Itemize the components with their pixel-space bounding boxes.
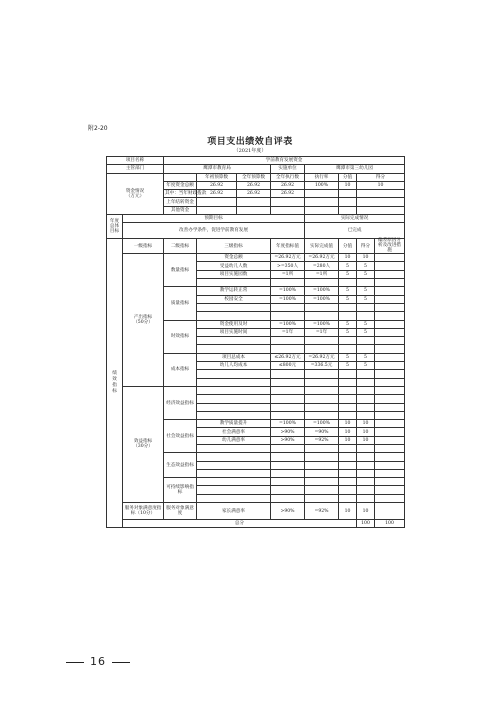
funds-col-header: 分值	[339, 173, 357, 181]
funds-cell	[339, 190, 357, 198]
indicator-points: 10	[339, 503, 357, 520]
indicator-points: 10	[339, 420, 357, 428]
indicator-row	[107, 503, 405, 520]
indicator-score: 10	[357, 503, 375, 520]
indicator-name: 教学质量提升	[197, 420, 271, 428]
indicator-points: 10	[339, 428, 357, 436]
total-points: 100	[357, 520, 375, 528]
indicator-name: 社会满意率	[197, 428, 271, 436]
col-header-score: 得分	[357, 239, 375, 254]
indicator-name: 项目实施时间	[197, 328, 271, 336]
actual-goals-header: 实际完成情况	[305, 215, 405, 223]
indicator-target: ≤26.92万元	[271, 353, 305, 361]
satisfaction-sub-label: 服务对象满意度	[164, 503, 197, 520]
indicator-target: >=350人	[271, 262, 305, 270]
col-header-actual: 实际完成值	[305, 239, 339, 254]
total-row	[107, 520, 405, 528]
funds-cell: 10	[339, 181, 357, 189]
indicator-score: 5	[357, 270, 375, 278]
funds-cell: 10	[357, 181, 405, 189]
indicator-target: =1年	[271, 328, 305, 336]
indicator-points: 5	[339, 295, 357, 303]
indicator-actual: =100%	[305, 320, 339, 328]
goals-row	[107, 223, 405, 239]
indicator-actual: =26.92万元	[305, 353, 339, 361]
indicator-actual: =100%	[305, 287, 339, 295]
indicator-points: 5	[339, 270, 357, 278]
indicator-name: 受益幼儿人数	[197, 262, 271, 270]
attachment-number: 附2-20	[88, 125, 108, 132]
indicator-score: 5	[357, 320, 375, 328]
indicator-score: 10	[357, 420, 375, 428]
annual-goals-label: 年度总体目标	[107, 215, 123, 239]
indicator-actual: =336.5元	[305, 362, 339, 370]
indicator-row	[107, 254, 405, 262]
indicator-name: 资金使用及时	[197, 320, 271, 328]
page-number: 16	[90, 655, 106, 668]
indicator-target: >90%	[271, 436, 305, 444]
expected-goals-header: 预期目标	[123, 215, 305, 223]
funds-cell: 26.92	[271, 190, 305, 198]
funds-cell	[357, 190, 405, 198]
indicator-name: 项目实施园数	[197, 270, 271, 278]
indicator-score: 5	[357, 262, 375, 270]
indicator-target: =100%	[271, 320, 305, 328]
indicator-score: 10	[357, 428, 375, 436]
department-row	[107, 165, 405, 173]
indicator-target: =1所	[271, 270, 305, 278]
indicator-actual: =1年	[305, 328, 339, 336]
department-value: 鹰潭市教育局	[164, 165, 271, 173]
funds-col-header: 得分	[357, 173, 405, 181]
funds-label: 资金情况 （万元）	[107, 173, 164, 214]
col-header-target: 年度指标值	[271, 239, 305, 254]
indicator-actual: =100%	[305, 295, 339, 303]
satisfaction-indicators-label: 服务对象满意度指标（10分）	[123, 503, 164, 520]
economic-indicators-label: 经济效益指标	[164, 386, 197, 419]
indicator-actual: =90%	[305, 428, 339, 436]
indicator-header-row	[107, 239, 405, 254]
indicator-name: 教学运转正常	[197, 287, 271, 295]
project-name-value: 学前教育发展资金	[164, 157, 405, 165]
project-name-label: 项目名称	[107, 157, 164, 165]
goals-header-row	[107, 215, 405, 223]
indicator-score: 10	[357, 436, 375, 444]
quantity-indicators-label: 数量指标	[164, 254, 197, 287]
total-label: 总分	[123, 520, 357, 528]
col-header-level2: 二级指标	[164, 239, 197, 254]
funds-row-label: 其中：当年财政拨款	[165, 191, 207, 197]
footer-dash-right	[112, 662, 130, 663]
col-header-level3: 三级指标	[197, 239, 271, 254]
indicator-name: 项目总成本	[197, 353, 271, 361]
social-indicators-label: 社会效益指标	[164, 420, 197, 453]
indicator-points: 5	[339, 353, 357, 361]
expected-goals-text: 改善办学条件，促进学前教育发展	[123, 223, 305, 239]
indicator-score: 5	[357, 295, 375, 303]
output-indicators-label: 产出指标 （50分）	[123, 254, 164, 387]
indicator-row-empty	[107, 386, 405, 394]
col-header-level1: 一级指标	[123, 239, 164, 254]
funds-cell: 26.92	[237, 181, 271, 189]
indicator-points: 10	[339, 254, 357, 262]
funds-row-label: 年度资金总额	[164, 181, 197, 189]
funds-cell: 26.92	[197, 181, 237, 189]
footer-dash-left	[66, 662, 84, 663]
indicator-target: =100%	[271, 420, 305, 428]
page-number-footer	[60, 655, 136, 668]
document-title: 项目支出绩效自评表	[207, 137, 293, 147]
performance-indicators-label: 绩效指标	[107, 239, 123, 528]
indicator-score: 5	[357, 328, 375, 336]
document-year: （2021年度）	[233, 148, 267, 154]
indicator-points: 5	[339, 287, 357, 295]
col-header-points: 分值	[339, 239, 357, 254]
indicator-name: 校园安全	[197, 295, 271, 303]
indicator-points: 5	[339, 328, 357, 336]
indicator-target: =26.92万元	[271, 254, 305, 262]
indicator-target: =100%	[271, 295, 305, 303]
total-score: 100	[375, 520, 405, 528]
self-evaluation-table	[106, 156, 405, 528]
indicator-points: 10	[339, 436, 357, 444]
funds-row-label: 上年结转资金	[164, 198, 197, 206]
actual-goals-text: 已完成	[305, 223, 405, 239]
indicator-target: =100%	[271, 287, 305, 295]
project-name-row	[107, 157, 405, 165]
effect-indicators-label: 效益指标 （30分）	[123, 386, 164, 502]
funds-cell	[305, 190, 339, 198]
indicator-actual: =92%	[305, 503, 339, 520]
implementer-value: 鹰潭市第三幼儿园	[305, 165, 405, 173]
indicator-actual: =92%	[305, 436, 339, 444]
department-label: 主管部门	[107, 165, 164, 173]
indicator-name: 幼儿人均成本	[197, 362, 271, 370]
funds-cell: 26.92	[271, 181, 305, 189]
indicator-name: 资金总额	[197, 254, 271, 262]
funds-cell: 26.92	[197, 190, 237, 198]
col-header-deviation: 偏差原因分析及改进措施	[375, 239, 405, 254]
ecological-indicators-label: 生态效益指标	[164, 453, 197, 478]
indicator-name: 家长满意率	[197, 503, 271, 520]
indicator-points: 5	[339, 362, 357, 370]
cost-indicators-label: 成本指标	[164, 353, 197, 386]
indicator-points: 5	[339, 262, 357, 270]
funds-col-header: 全年预算数	[237, 173, 271, 181]
indicator-score: 5	[357, 353, 375, 361]
funds-cell: 100%	[305, 181, 339, 189]
funds-col-header: 全年执行数	[271, 173, 305, 181]
indicator-actual: =1所	[305, 270, 339, 278]
funds-cell: 26.92	[237, 190, 271, 198]
funds-header-row	[107, 173, 405, 181]
quality-indicators-label: 质量指标	[164, 287, 197, 320]
time-indicators-label: 时效指标	[164, 320, 197, 353]
sustainable-indicators-label: 可持续影响指标	[164, 478, 197, 503]
indicator-actual: =280人	[305, 262, 339, 270]
indicator-score: 5	[357, 287, 375, 295]
indicator-actual: =100%	[305, 420, 339, 428]
indicator-score: 5	[357, 362, 375, 370]
indicator-target: ≤800元	[271, 362, 305, 370]
funds-col-header: 年初预算数	[197, 173, 237, 181]
indicator-name: 幼儿满意率	[197, 436, 271, 444]
indicator-target: >90%	[271, 428, 305, 436]
indicator-target: >90%	[271, 503, 305, 520]
funds-col-header: 执行率	[305, 173, 339, 181]
indicator-score: 10	[357, 254, 375, 262]
implementer-label: 实施单位	[271, 165, 305, 173]
indicator-actual: =26.92万元	[305, 254, 339, 262]
funds-row-label: 其他资金	[164, 206, 197, 214]
indicator-points: 5	[339, 320, 357, 328]
